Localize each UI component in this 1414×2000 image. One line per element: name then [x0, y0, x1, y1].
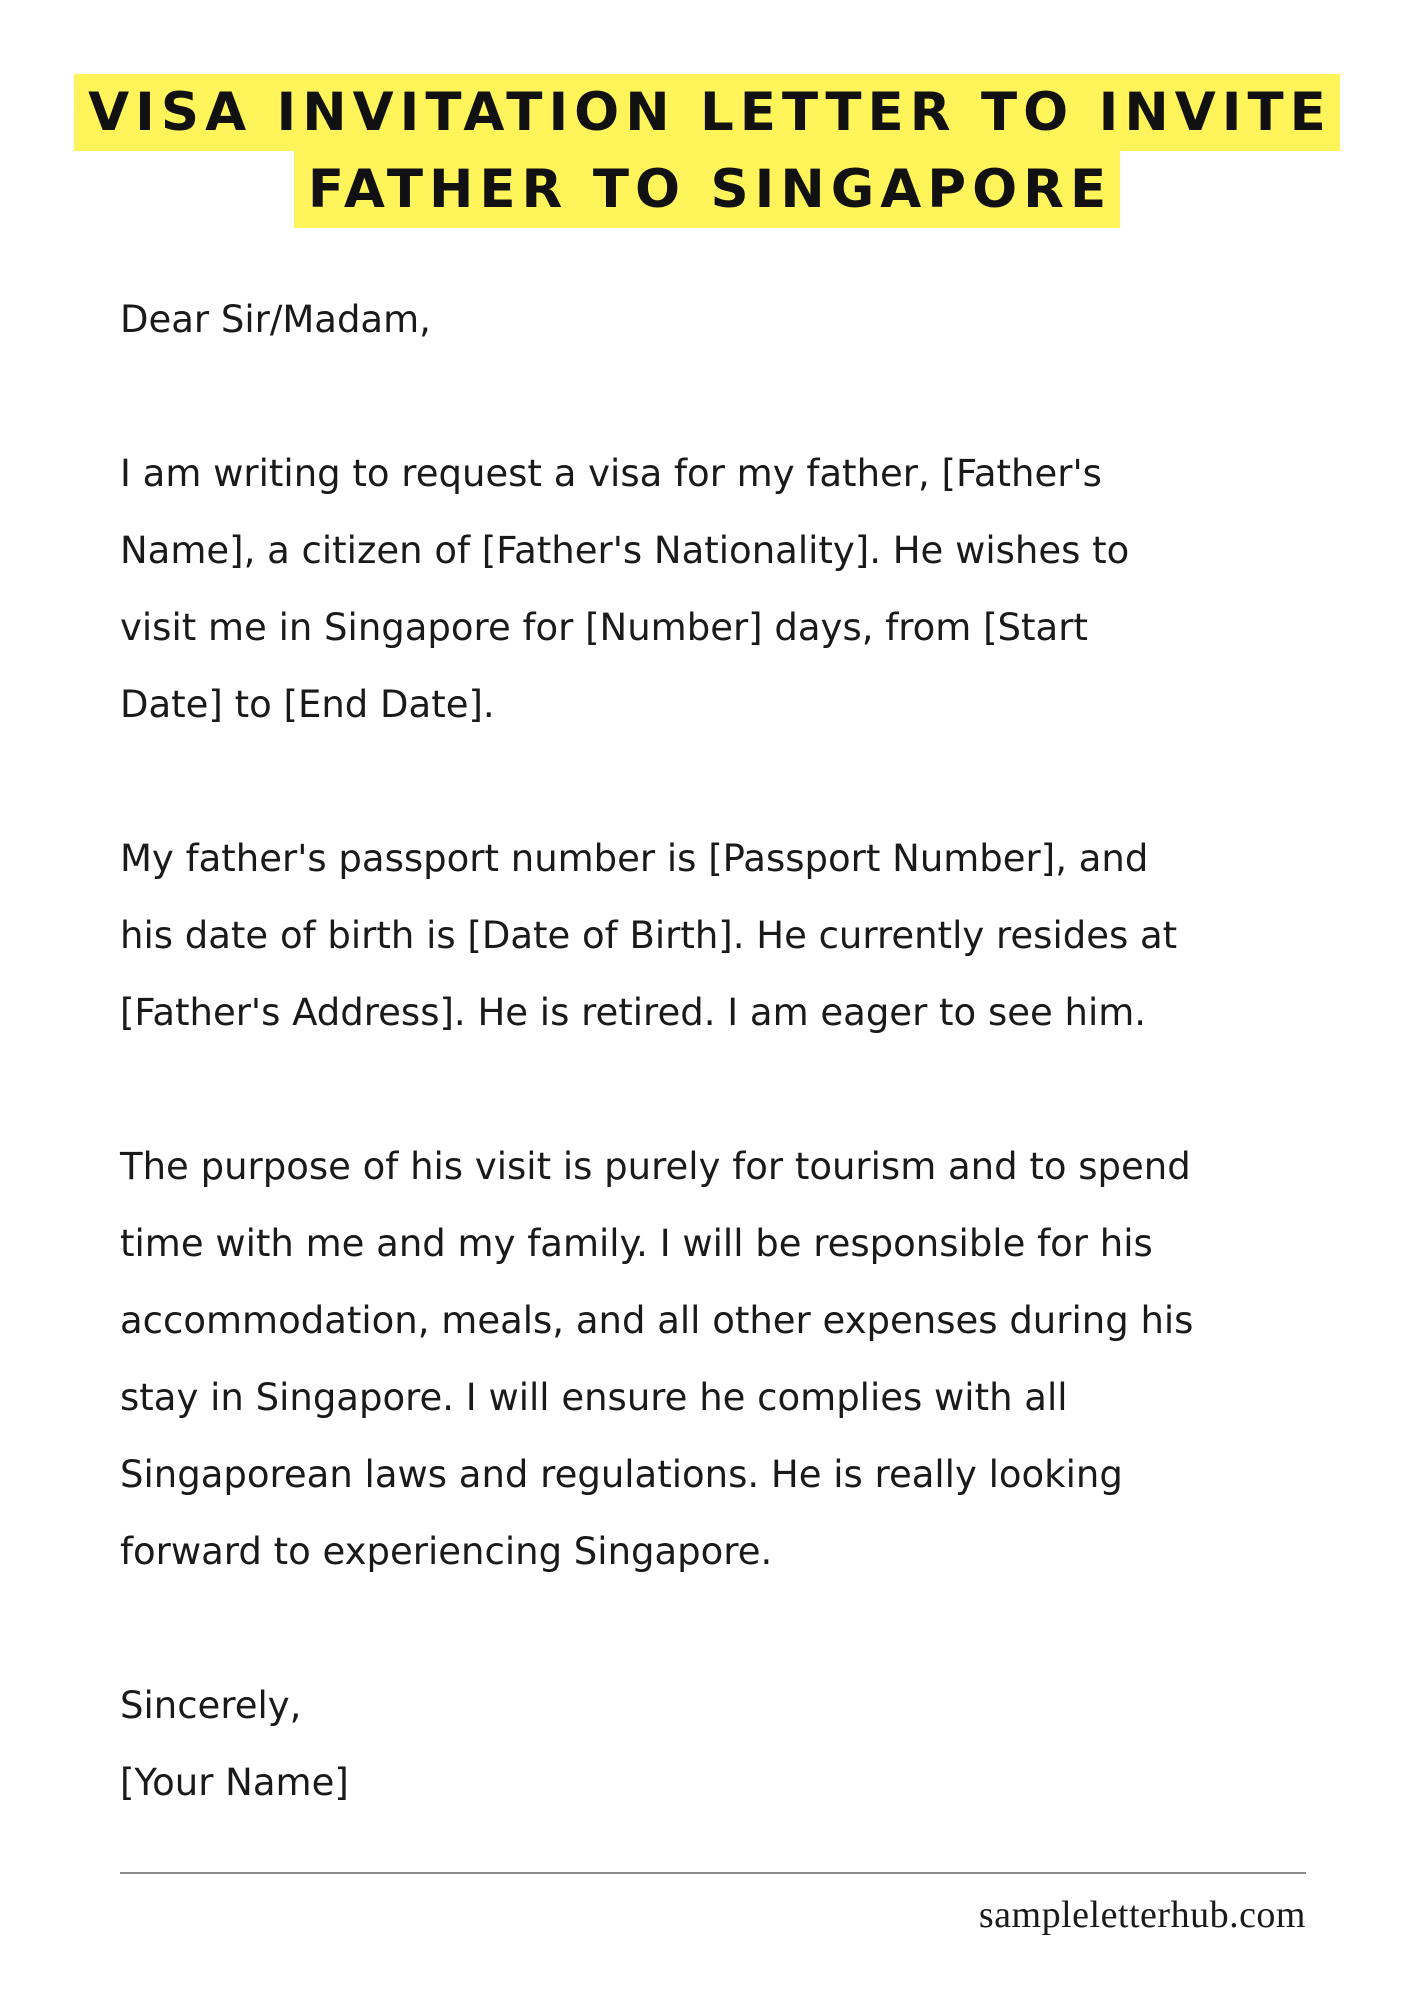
page-title — [0, 74, 1414, 228]
closing: Sincerely, — [120, 1684, 302, 1727]
title-line-1: VISA INVITATION LETTER TO INVITE — [74, 74, 1340, 151]
paragraph-1-line: visit me in Singapore for [Number] days, from [Start — [120, 606, 1088, 649]
paragraph-1 — [120, 435, 1360, 743]
paragraph-3-line: Singaporean laws and regulations. He is really looking — [120, 1453, 1123, 1496]
paragraph-2 — [120, 820, 1360, 1051]
paragraph-2-line: My father's passport number is [Passport Number], and — [120, 837, 1149, 880]
paragraph-1-line: I am writing to request a visa for my father, [Father's — [120, 452, 1102, 495]
paragraph-gap — [120, 358, 1360, 435]
salutation: Dear Sir/Madam, — [120, 298, 431, 341]
paragraph-3-line: time with me and my family. I will be responsible for his — [120, 1222, 1153, 1265]
paragraph-3-line: stay in Singapore. I will ensure he complies with all — [120, 1376, 1068, 1419]
paragraph-1-line: Date] to [End Date]. — [120, 683, 495, 726]
paragraph-3-line: forward to experiencing Singapore. — [120, 1530, 773, 1573]
paragraph-3-line: accommodation, meals, and all other expenses during his — [120, 1299, 1194, 1342]
paragraph-1-line: Name], a citizen of [Father's Nationality]. He wishes to — [120, 529, 1130, 572]
paragraph-gap — [120, 1590, 1360, 1667]
paragraph-gap — [120, 743, 1360, 820]
title-line-2: FATHER TO SINGAPORE — [294, 151, 1120, 228]
paragraph-gap — [120, 1051, 1360, 1128]
paragraph-2-line: his date of birth is [Date of Birth]. He currently resides at — [120, 914, 1178, 957]
paragraph-3-line: The purpose of his visit is purely for tourism and to spend — [120, 1145, 1191, 1188]
signature: [Your Name] — [120, 1761, 349, 1804]
paragraph-3 — [120, 1128, 1360, 1590]
footer-site: sampleletterhub.com — [978, 1894, 1306, 1936]
paragraph-2-line: [Father's Address]. He is retired. I am eager to see him. — [120, 991, 1147, 1034]
footer-divider — [120, 1872, 1306, 1874]
letter-body — [120, 281, 1360, 1821]
